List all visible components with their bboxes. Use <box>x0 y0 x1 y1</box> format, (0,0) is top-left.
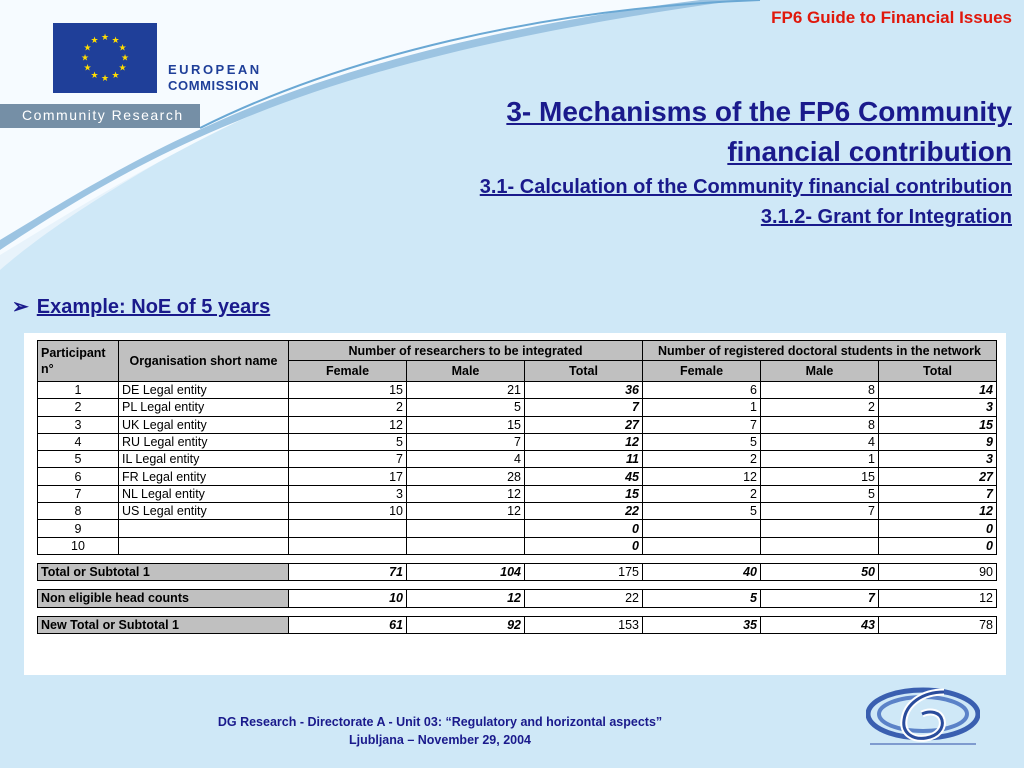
summary-label: New Total or Subtotal 1 <box>38 616 289 633</box>
summary-res-total: 22 <box>525 590 643 607</box>
table-row <box>38 537 997 554</box>
cell-res-female: 15 <box>289 382 407 399</box>
svg-text:★: ★ <box>111 35 120 45</box>
table-row <box>38 520 997 537</box>
cell-res-total: 0 <box>525 520 643 537</box>
summary-label: Total or Subtotal 1 <box>38 563 289 580</box>
org-line1: EUROPEAN <box>168 62 262 77</box>
header-male: Male <box>407 361 525 382</box>
cell-doc-male: 5 <box>761 485 879 502</box>
svg-text:★: ★ <box>83 42 92 53</box>
header-tag: FP6 Guide to Financial Issues <box>771 8 1012 27</box>
integration-table-panel <box>24 333 1006 675</box>
header-organisation: Organisation short name <box>119 341 289 382</box>
cell-participant: 6 <box>38 468 119 485</box>
cell-participant: 4 <box>38 433 119 450</box>
cell-participant: 2 <box>38 399 119 416</box>
footer-line2: Ljubljana – November 29, 2004 <box>348 733 532 747</box>
arrow-bullet-icon: ➢ <box>12 296 29 318</box>
table-row <box>38 503 997 520</box>
cell-doc-female: 2 <box>643 451 761 468</box>
cell-org <box>119 520 289 537</box>
cell-res-total: 15 <box>525 485 643 502</box>
svg-text:★: ★ <box>118 42 127 53</box>
title-line1: 3- Mechanisms of the FP6 Community <box>506 96 1012 127</box>
table-row <box>38 485 997 502</box>
svg-text:★: ★ <box>83 62 92 73</box>
cell-doc-female: 5 <box>643 433 761 450</box>
cell-org: UK Legal entity <box>119 416 289 433</box>
cell-doc-male <box>761 537 879 554</box>
summary-label: Non eligible head counts <box>38 590 289 607</box>
cell-doc-female: 5 <box>643 503 761 520</box>
cell-participant: 7 <box>38 485 119 502</box>
cell-doc-female: 12 <box>643 468 761 485</box>
summary-res-male: 104 <box>407 563 525 580</box>
cell-res-female: 2 <box>289 399 407 416</box>
summary-doc-female: 5 <box>643 590 761 607</box>
footer-line1: DG Research - Directorate A - Unit 03: “Regulatory and horizontal aspects” <box>217 715 663 729</box>
summary-doc-total: 78 <box>879 616 997 633</box>
cell-doc-total: 3 <box>879 399 997 416</box>
cell-res-total: 22 <box>525 503 643 520</box>
org-line2: COMMISSION <box>168 78 260 93</box>
summary-row <box>38 616 997 633</box>
cell-doc-male: 8 <box>761 416 879 433</box>
subtitle-line1: 3.1- Calculation of the Community financial contribution <box>479 176 1012 198</box>
summary-res-male: 92 <box>407 616 525 633</box>
cell-res-female: 7 <box>289 451 407 468</box>
cell-doc-total: 15 <box>879 416 997 433</box>
summary-doc-total: 90 <box>879 563 997 580</box>
cell-res-male <box>407 520 525 537</box>
summary-row <box>38 563 997 580</box>
footer <box>0 713 880 749</box>
cell-participant: 10 <box>38 537 119 554</box>
cell-doc-female: 6 <box>643 382 761 399</box>
cell-res-total: 12 <box>525 433 643 450</box>
summary-doc-female: 35 <box>643 616 761 633</box>
cell-doc-male: 2 <box>761 399 879 416</box>
cell-doc-male: 7 <box>761 503 879 520</box>
cell-doc-male: 8 <box>761 382 879 399</box>
cell-res-male: 7 <box>407 433 525 450</box>
cell-org: NL Legal entity <box>119 485 289 502</box>
cell-res-female: 5 <box>289 433 407 450</box>
cell-res-male: 12 <box>407 503 525 520</box>
cell-doc-total: 3 <box>879 451 997 468</box>
table-body <box>38 382 997 634</box>
svg-text:★: ★ <box>120 52 130 63</box>
table-row <box>38 399 997 416</box>
cell-doc-male: 15 <box>761 468 879 485</box>
cell-res-male: 5 <box>407 399 525 416</box>
cell-res-female <box>289 537 407 554</box>
cell-doc-female <box>643 520 761 537</box>
european-commission-wordmark <box>168 62 262 94</box>
cell-res-male: 28 <box>407 468 525 485</box>
title-line2: financial contribution <box>727 136 1012 167</box>
svg-text:★: ★ <box>80 52 90 63</box>
cell-org: PL Legal entity <box>119 399 289 416</box>
cell-org: IL Legal entity <box>119 451 289 468</box>
cell-org <box>119 537 289 554</box>
summary-res-female: 61 <box>289 616 407 633</box>
table-row <box>38 433 997 450</box>
summary-res-total: 175 <box>525 563 643 580</box>
cell-res-female: 3 <box>289 485 407 502</box>
cell-res-male: 12 <box>407 485 525 502</box>
header-female: Female <box>643 361 761 382</box>
summary-doc-female: 40 <box>643 563 761 580</box>
cell-participant: 3 <box>38 416 119 433</box>
cell-doc-total: 27 <box>879 468 997 485</box>
summary-doc-male: 7 <box>761 590 879 607</box>
summary-row <box>38 590 997 607</box>
summary-res-female: 10 <box>289 590 407 607</box>
header-male: Male <box>761 361 879 382</box>
eu-flag-logo <box>53 23 157 93</box>
cell-doc-total: 7 <box>879 485 997 502</box>
summary-res-total: 153 <box>525 616 643 633</box>
cell-doc-female: 7 <box>643 416 761 433</box>
cell-participant: 5 <box>38 451 119 468</box>
integration-table <box>37 340 997 634</box>
header-total: Total <box>879 361 997 382</box>
table-row <box>38 416 997 433</box>
cell-doc-male <box>761 520 879 537</box>
cell-res-male: 4 <box>407 451 525 468</box>
cell-res-total: 7 <box>525 399 643 416</box>
cell-doc-total: 0 <box>879 537 997 554</box>
community-research-label: Community Research <box>22 107 184 123</box>
svg-text:★: ★ <box>90 35 99 45</box>
example-label: Example: NoE of 5 years <box>36 296 271 318</box>
cell-res-male: 15 <box>407 416 525 433</box>
svg-text:★: ★ <box>90 70 99 80</box>
cell-org: US Legal entity <box>119 503 289 520</box>
cell-res-total: 36 <box>525 382 643 399</box>
cell-res-female: 10 <box>289 503 407 520</box>
table-row <box>38 468 997 485</box>
cell-participant: 9 <box>38 520 119 537</box>
example-heading <box>12 294 270 319</box>
cell-res-total: 45 <box>525 468 643 485</box>
cell-res-total: 11 <box>525 451 643 468</box>
cell-doc-total: 9 <box>879 433 997 450</box>
cell-doc-total: 12 <box>879 503 997 520</box>
eu-stars-icon <box>53 23 157 93</box>
summary-doc-male: 43 <box>761 616 879 633</box>
cell-res-female: 12 <box>289 416 407 433</box>
cell-org: RU Legal entity <box>119 433 289 450</box>
cell-doc-female: 2 <box>643 485 761 502</box>
summary-doc-total: 12 <box>879 590 997 607</box>
slide-title <box>480 92 1012 232</box>
cell-doc-female: 1 <box>643 399 761 416</box>
cell-org: DE Legal entity <box>119 382 289 399</box>
subtitle-line2: 3.1.2- Grant for Integration <box>760 206 1012 228</box>
cell-org: FR Legal entity <box>119 468 289 485</box>
svg-text:★: ★ <box>118 62 127 73</box>
svg-text:★: ★ <box>100 32 110 42</box>
cell-participant: 8 <box>38 503 119 520</box>
cell-res-female: 17 <box>289 468 407 485</box>
header-researchers: Number of researchers to be integrated <box>289 341 643 361</box>
header-total: Total <box>525 361 643 382</box>
header-participant: Participant n° <box>38 341 119 382</box>
cell-doc-female <box>643 537 761 554</box>
summary-res-male: 12 <box>407 590 525 607</box>
cell-res-male: 21 <box>407 382 525 399</box>
cell-doc-total: 0 <box>879 520 997 537</box>
summary-res-female: 71 <box>289 563 407 580</box>
cell-res-total: 27 <box>525 416 643 433</box>
cell-doc-male: 1 <box>761 451 879 468</box>
cell-doc-total: 14 <box>879 382 997 399</box>
cell-res-total: 0 <box>525 537 643 554</box>
cell-participant: 1 <box>38 382 119 399</box>
fp6-logo-icon <box>866 684 980 750</box>
table-row <box>38 451 997 468</box>
header-female: Female <box>289 361 407 382</box>
cell-res-male <box>407 537 525 554</box>
table-row <box>38 382 997 399</box>
svg-text:★: ★ <box>100 73 110 83</box>
cell-doc-male: 4 <box>761 433 879 450</box>
svg-text:★: ★ <box>111 70 120 80</box>
summary-doc-male: 50 <box>761 563 879 580</box>
header-doctoral: Number of registered doctoral students in the network <box>643 341 997 361</box>
cell-res-female <box>289 520 407 537</box>
